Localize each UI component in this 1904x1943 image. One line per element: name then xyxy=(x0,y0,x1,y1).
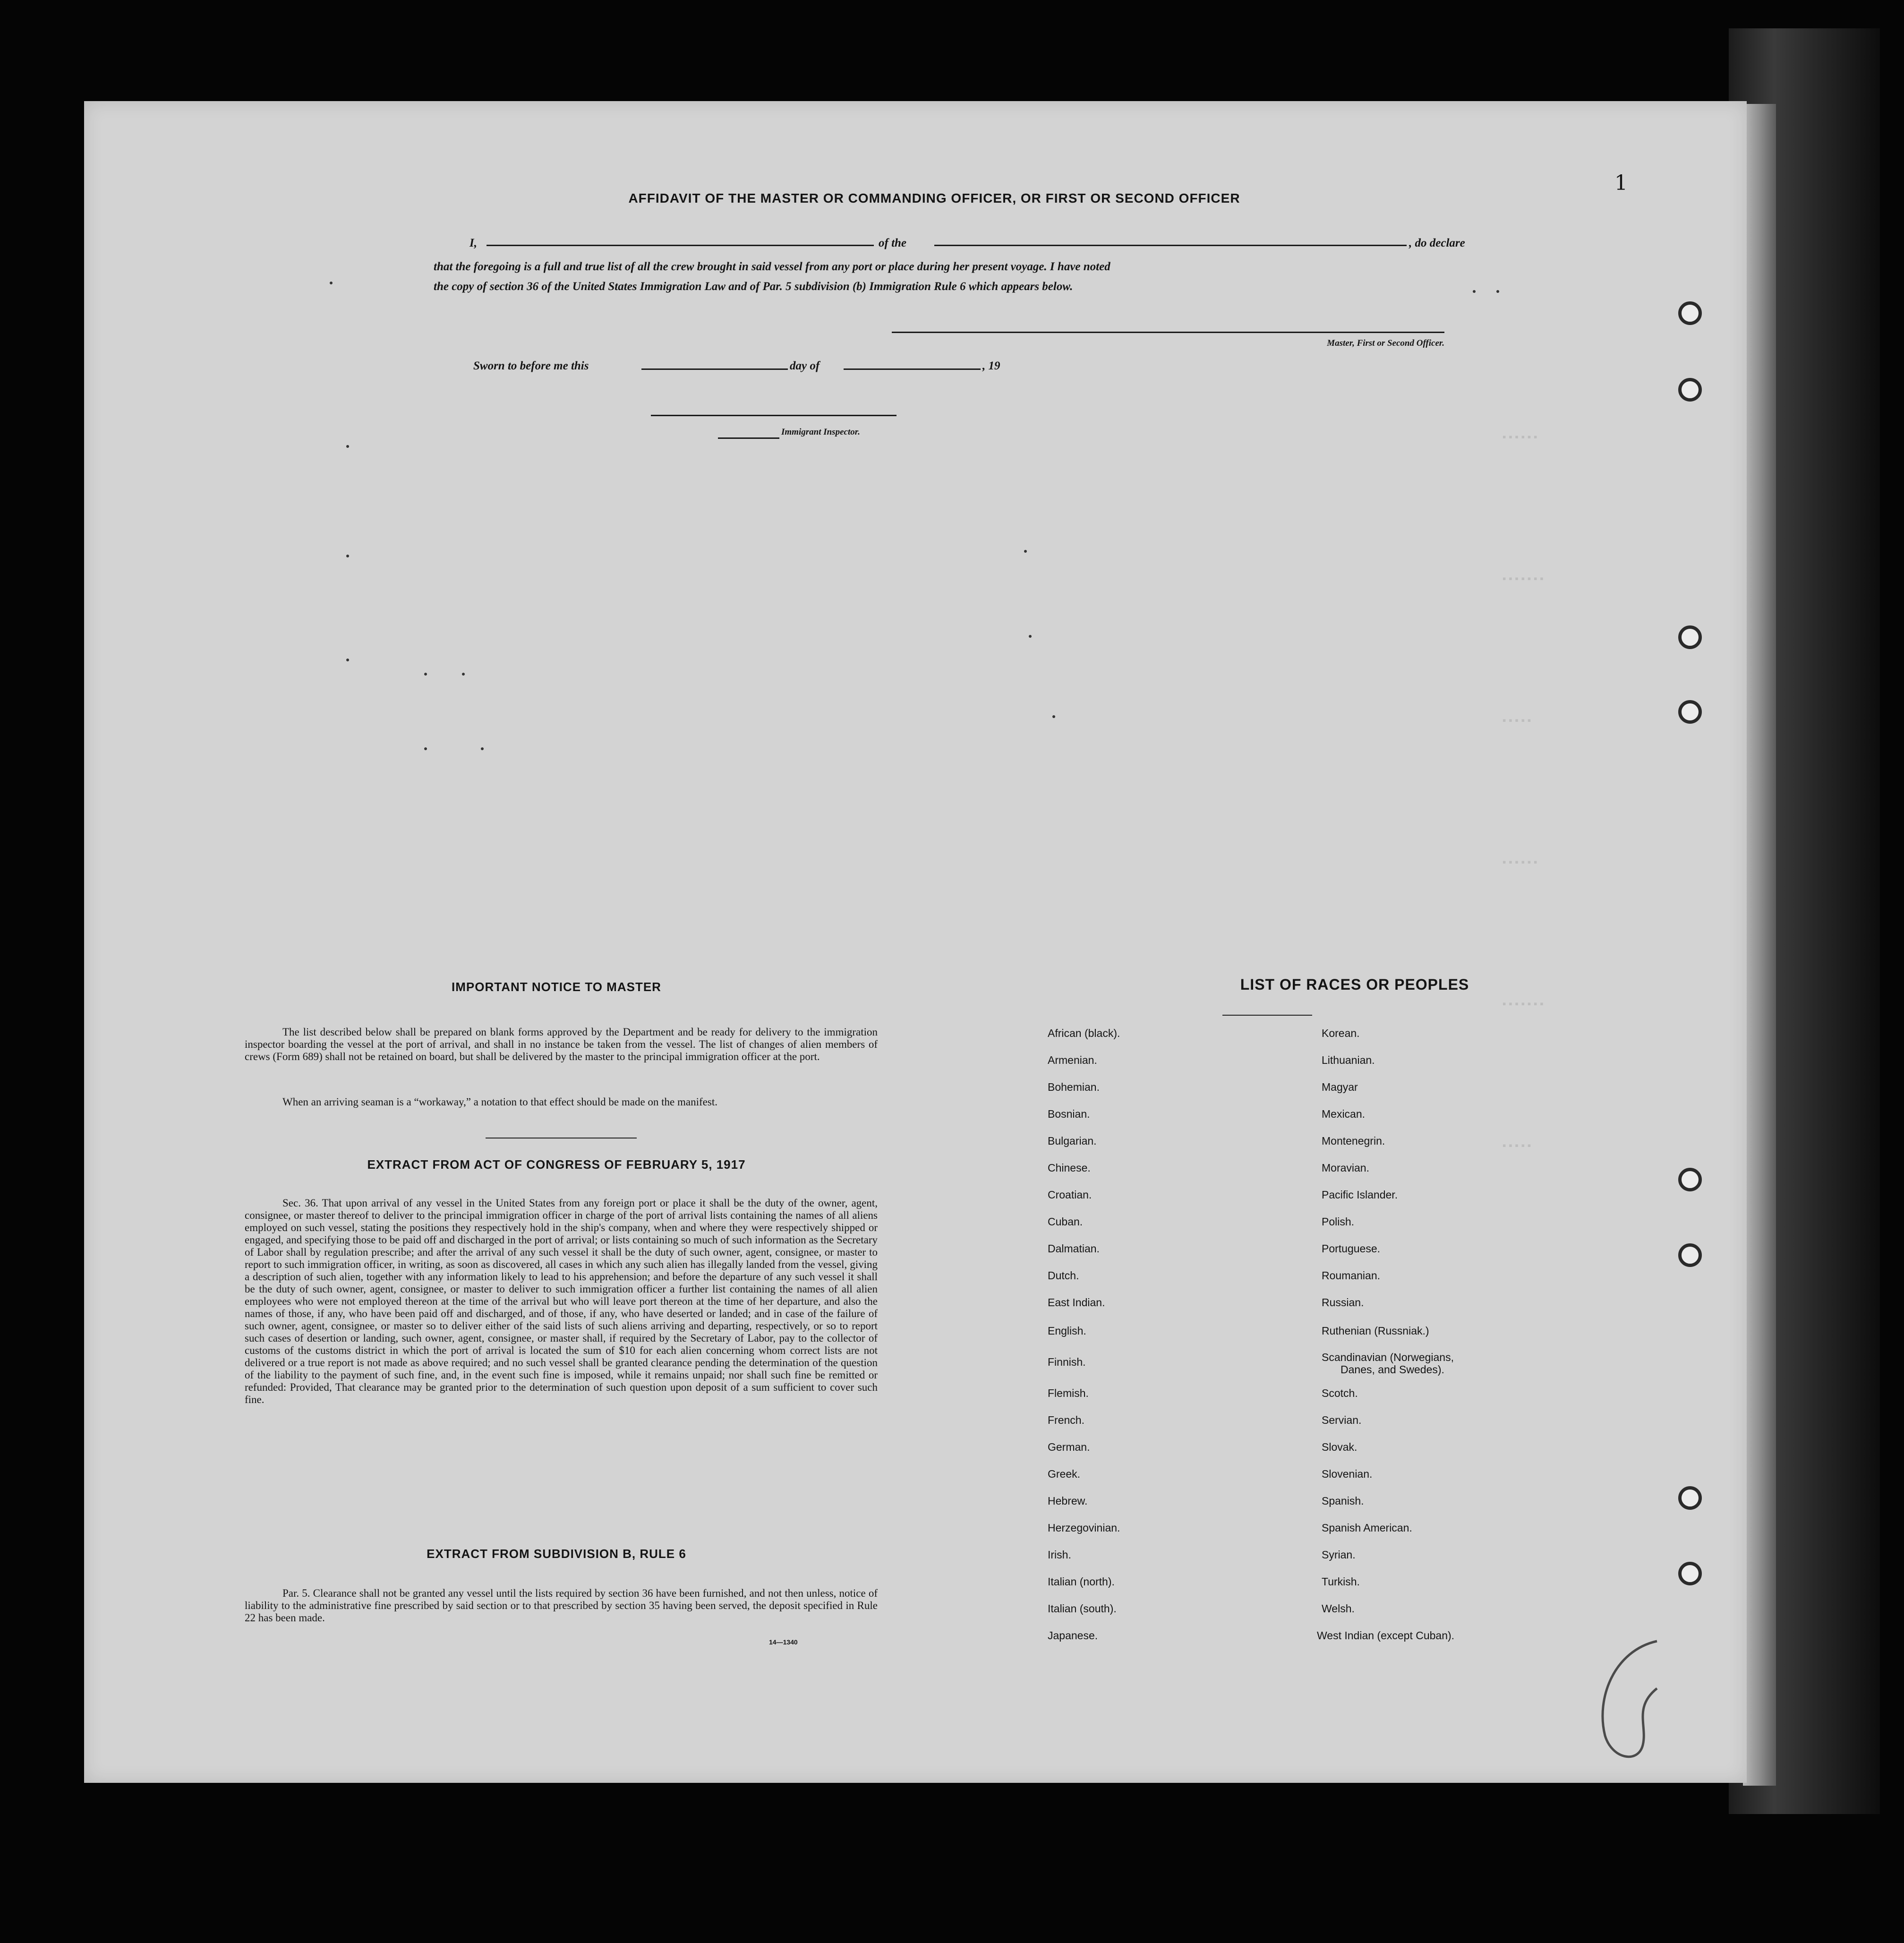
binder-hole xyxy=(1678,301,1702,325)
show-through-text: ▪▪▪▪▪▪▪ xyxy=(1501,999,1545,1010)
races-heading: LIST OF RACES OR PEOPLES xyxy=(1240,976,1469,993)
race-item: Spanish American. xyxy=(1322,1522,1412,1534)
race-item: African (black). xyxy=(1048,1027,1120,1039)
race-item: Flemish. xyxy=(1048,1387,1089,1399)
race-item: Polish. xyxy=(1322,1215,1355,1228)
ink-speck xyxy=(424,673,427,676)
race-item: Spanish. xyxy=(1322,1495,1364,1507)
pencil-stroke-mark xyxy=(1586,1632,1690,1773)
race-item: Pacific Islander. xyxy=(1322,1189,1398,1201)
race-item: Finnish. xyxy=(1048,1356,1086,1368)
year-label: , 19 xyxy=(982,359,1000,372)
race-item: Slovenian. xyxy=(1322,1468,1373,1480)
ink-speck xyxy=(1029,635,1032,638)
show-through-text: ▪▪▪▪▪▪ xyxy=(1501,857,1539,869)
binder-hole xyxy=(1678,1486,1702,1510)
binder-hole xyxy=(1678,378,1702,402)
notice-heading: IMPORTANT NOTICE TO MASTER xyxy=(452,980,661,994)
race-item: Italian (south). xyxy=(1048,1602,1117,1615)
race-item: Korean. xyxy=(1322,1027,1360,1039)
show-through-text: ▪▪▪▪▪ xyxy=(1501,715,1533,727)
race-item: Herzegovinian. xyxy=(1048,1522,1120,1534)
ink-speck xyxy=(330,282,333,284)
binder-hole xyxy=(1678,625,1702,649)
race-item: Mexican. xyxy=(1322,1108,1366,1120)
race-item: Hebrew. xyxy=(1048,1495,1088,1507)
race-item: Dutch. xyxy=(1048,1269,1079,1282)
ink-speck xyxy=(424,747,427,750)
race-item: East Indian. xyxy=(1048,1296,1105,1309)
notice-paragraph-2: When an arriving seaman is a “workaway,” a notation to that effect should be made on the manifest. xyxy=(282,1096,717,1108)
race-item: Roumanian. xyxy=(1322,1269,1381,1282)
master-caption: Master, First or Second Officer. xyxy=(1327,338,1444,348)
race-item: Slovak. xyxy=(1322,1441,1358,1453)
act-extract-body: Sec. 36. That upon arrival of any vessel in the United States from any foreign port or place it shall be the duty of the owner, agent, consignee, or master thereof to deliver to the principal immigration officer in charge of the port of arrival lists containing the names of all aliens employed on such vessel, stating the positions they respectively hold in the ship's company, when and where they were respectively shipped or engaged, and specifying those to be paid off and discharged in the port of arrival; or lists containing so much of such information as the Secretary of Labor shall by regulation prescribe; and after the arrival of any such vessel it shall be the duty of such owner, agent, consignee, or master to report to such immigration officer, in writing, as soon as discovered, all cases in which any such alien has illegally landed from the vessel, giving a description of such alien, together with any information likely to lead to his apprehension; and before the departure of any such vessel it shall be the duty of such owner, agent, consignee, or master to deliver to such immigration officer a further list containing the names of all alien employees who were not employed thereon at the time of the arrival but who will leave port thereon at the time of her departure, and also the names of those, if any, who have been paid off and discharged, and of those, if any, who have deserted or landed; and in case of the failure of such owner, agent, consignee, or master so to deliver either of the said lists of such aliens arriving and departing, respectively, or so to report such cases of desertion or landing, such owner, agent, consignee, or master shall, if required by the Secretary of Labor, pay to the collector of customs of the customs district in which the port of arrival is located the sum of $10 for each alien concerning whom correct lists are not delivered or a true report is not made as above required; and no such vessel shall be granted clearance pending the determination of the question of the liability to the payment of such fine, and, in the event such fine is imposed, while it remains unpaid; nor shall such fine be remitted or refunded: Provided, That clearance may be granted prior to the determination of such question upon deposit of a sum sufficient to cover such fine. xyxy=(245,1197,878,1405)
binder-edge xyxy=(1743,104,1776,1786)
race-item: Armenian. xyxy=(1048,1054,1097,1066)
rule-extract-heading: EXTRACT FROM SUBDIVISION B, RULE 6 xyxy=(427,1547,686,1561)
ink-speck xyxy=(481,747,484,750)
race-item: Syrian. xyxy=(1322,1549,1356,1561)
sworn-month-blank xyxy=(844,368,981,370)
race-item: Portuguese. xyxy=(1322,1242,1381,1255)
show-through-text: ▪▪▪▪▪▪▪ xyxy=(1501,573,1545,585)
race-item: Danes, and Swedes). xyxy=(1340,1363,1444,1376)
race-item: Bosnian. xyxy=(1048,1108,1090,1120)
inspector-short-line xyxy=(718,437,779,439)
race-item: English. xyxy=(1048,1325,1086,1337)
binder-hole xyxy=(1678,1562,1702,1585)
ink-speck xyxy=(346,445,349,448)
handwritten-mark: 1 xyxy=(1614,171,1628,195)
show-through-text: ▪▪▪▪▪ xyxy=(1501,1140,1533,1152)
race-item: Lithuanian. xyxy=(1322,1054,1375,1066)
race-item: Ruthenian (Russniak.) xyxy=(1322,1325,1429,1337)
race-item: Irish. xyxy=(1048,1549,1071,1561)
race-item: Japanese. xyxy=(1048,1629,1098,1642)
sworn-day-blank xyxy=(641,368,788,370)
inspector-signature-line xyxy=(651,415,897,416)
race-item: Magyar xyxy=(1322,1081,1358,1093)
binder-hole xyxy=(1678,1243,1702,1267)
race-item: Russian. xyxy=(1322,1296,1364,1309)
race-item: Welsh. xyxy=(1322,1602,1355,1615)
binder-hole xyxy=(1678,1168,1702,1191)
race-item: German. xyxy=(1048,1441,1090,1453)
race-item: Turkish. xyxy=(1322,1575,1360,1588)
of-the-label: of the xyxy=(879,237,907,249)
race-item: Scotch. xyxy=(1322,1387,1358,1399)
race-item: Dalmatian. xyxy=(1048,1242,1100,1255)
race-item: French. xyxy=(1048,1414,1084,1426)
race-item: Croatian. xyxy=(1048,1189,1092,1201)
race-item: Moravian. xyxy=(1322,1162,1369,1174)
affidavit-i-label: I, xyxy=(470,237,477,249)
race-item: Bohemian. xyxy=(1048,1081,1100,1093)
race-item: Scandinavian (Norwegians, xyxy=(1322,1351,1454,1363)
day-of-label: day of xyxy=(790,359,820,372)
race-item: Cuban. xyxy=(1048,1215,1083,1228)
race-item: Bulgarian. xyxy=(1048,1135,1097,1147)
race-item: Servian. xyxy=(1322,1414,1362,1426)
ink-speck xyxy=(462,673,465,676)
ink-speck xyxy=(1473,290,1476,293)
notice-paragraph-1: The list described below shall be prepared on blank forms approved by the Department and be ready for delivery to the immigration inspector boarding the vessel at the port of arrival, and shall in no instance be taken from the vessel. The list of changes of alien members of crews (Form 689) shall not be retained on board, but shall be delivered by the master to the principal immigration officer at the port. xyxy=(245,1026,878,1062)
ink-speck xyxy=(1052,715,1055,718)
ink-speck xyxy=(1024,550,1027,553)
inspector-caption: Immigrant Inspector. xyxy=(781,427,860,437)
rule-extract-body: Par. 5. Clearance shall not be granted any vessel until the lists required by section 36 have been furnished, and not then unless, notice of liability to the administrative fine prescribed by said section or to that prescribed by section 35 having been served, the deposit specified in Rule 22 has been made. xyxy=(245,1587,878,1624)
name-blank xyxy=(487,245,874,246)
show-through-text: ▪▪▪▪▪▪ xyxy=(1501,432,1539,444)
affidavit-statement-2: the copy of section 36 of the United States Immigration Law and of Par. 5 subdivision (b) Immigration Rule 6 which appears below. xyxy=(434,280,1073,293)
form-number: 14—1340 xyxy=(769,1638,798,1646)
ink-speck xyxy=(1496,290,1499,293)
ink-speck xyxy=(346,555,349,557)
sworn-label: Sworn to before me this xyxy=(473,359,589,372)
affidavit-statement-1: that the foregoing is a full and true list of all the crew brought in said vessel from any port or place during her present voyage. I have noted xyxy=(434,260,1110,273)
vessel-blank xyxy=(934,245,1407,246)
binder-hole xyxy=(1678,700,1702,724)
races-heading-rule xyxy=(1222,1015,1312,1016)
affidavit-title: AFFIDAVIT OF THE MASTER OR COMMANDING OFFICER, OR FIRST OR SECOND OFFICER xyxy=(628,191,1240,205)
race-item: Greek. xyxy=(1048,1468,1081,1480)
race-item: Chinese. xyxy=(1048,1162,1091,1174)
race-item: Italian (north). xyxy=(1048,1575,1115,1588)
form-page xyxy=(84,101,1747,1783)
master-signature-line xyxy=(892,332,1444,333)
act-extract-heading: EXTRACT FROM ACT OF CONGRESS OF FEBRUARY 5, 1917 xyxy=(367,1157,746,1172)
race-item: Montenegrin. xyxy=(1322,1135,1385,1147)
ink-speck xyxy=(346,659,349,661)
race-item: West Indian (except Cuban). xyxy=(1317,1629,1455,1642)
do-declare-label: , do declare xyxy=(1409,237,1465,249)
